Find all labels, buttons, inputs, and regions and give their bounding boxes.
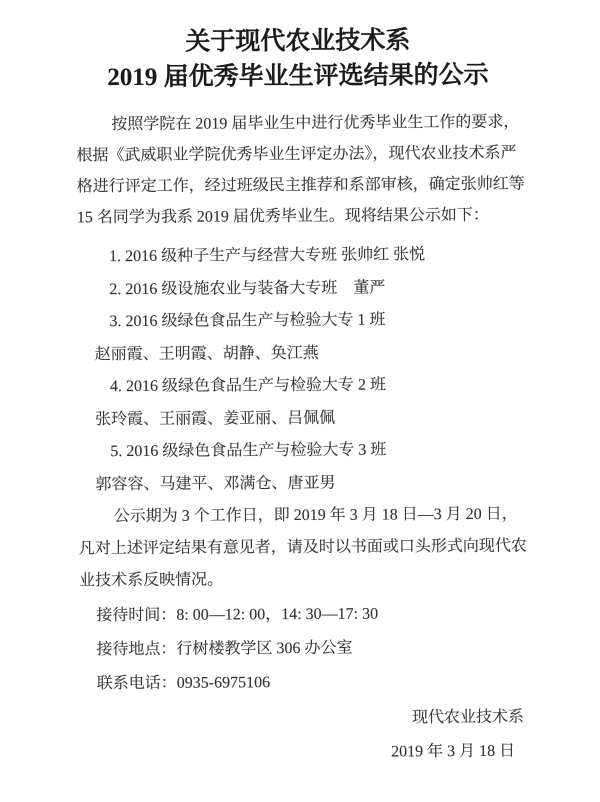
intro-line-3: 格进行评定工作，经过班级民主推荐和系部审核，确定张帅红等	[76, 175, 525, 196]
list-item-class-1: 1. 2016 级种子生产与经营大专班 张帅红 张悦	[109, 246, 426, 266]
winners-list	[77, 239, 523, 502]
doc-title-line-2: 2019 届优秀毕业生评选结果的公示	[107, 61, 489, 92]
list-item-names-3: 赵丽霞、王明霞、胡静、奂江燕	[94, 344, 319, 363]
closing-line-3: 业技术系反映情况。	[79, 571, 224, 590]
contact-hours-line: 接待时间：8: 00—12: 00，14: 30—17: 30	[96, 605, 379, 625]
closing-paragraph	[78, 499, 527, 598]
list-item-class-5: 5. 2016 级绿色食品生产与检验大专 3 班	[110, 441, 387, 461]
list-item-class-3: 3. 2016 级绿色食品生产与检验大专 1 班	[109, 311, 386, 331]
signature-department: 现代农业技术系	[411, 708, 524, 727]
intro-line-4: 15 名同学为我系 2019 届优秀毕业生。现将结果公示如下：	[76, 206, 489, 227]
contact-info	[79, 597, 524, 702]
contact-location-line: 接待地点：行树楼教学区 306 办公室	[96, 639, 353, 659]
closing-line-2: 凡对上述评定结果有意见者，请及时以书面或口头形式向现代农	[78, 537, 527, 558]
intro-line-2: 根据《武威职业学院优秀毕业生评定办法》，现代农业技术系严	[76, 144, 517, 165]
list-item-class-2: 2. 2016 级设施农业与装备大专班 董严	[109, 278, 386, 298]
closing-line-1: 公示期为 3 个工作日，即 2019 年 3 月 18 日—3 月 20 日，	[113, 505, 518, 526]
list-item-class-4: 4. 2016 级绿色食品生产与检验大专 2 班	[109, 376, 386, 396]
signature-date: 2019 年 3 月 18 日	[391, 742, 516, 761]
contact-phone-line: 联系电话：0935-6975106	[96, 674, 271, 693]
doc-title	[76, 23, 520, 96]
doc-title-line-1: 关于现代农业技术系	[185, 27, 411, 56]
signature-block	[80, 701, 524, 772]
list-item-names-4: 张玲霞、王丽霞、姜亚丽、吕佩佩	[95, 409, 336, 428]
intro-paragraph	[76, 107, 525, 234]
intro-line-1: 按照学院在 2019 届毕业生中进行优秀毕业生工作的要求，	[111, 113, 520, 134]
list-item-names-5: 郭容容、马建平、邓满仓、唐亚男	[95, 474, 336, 493]
